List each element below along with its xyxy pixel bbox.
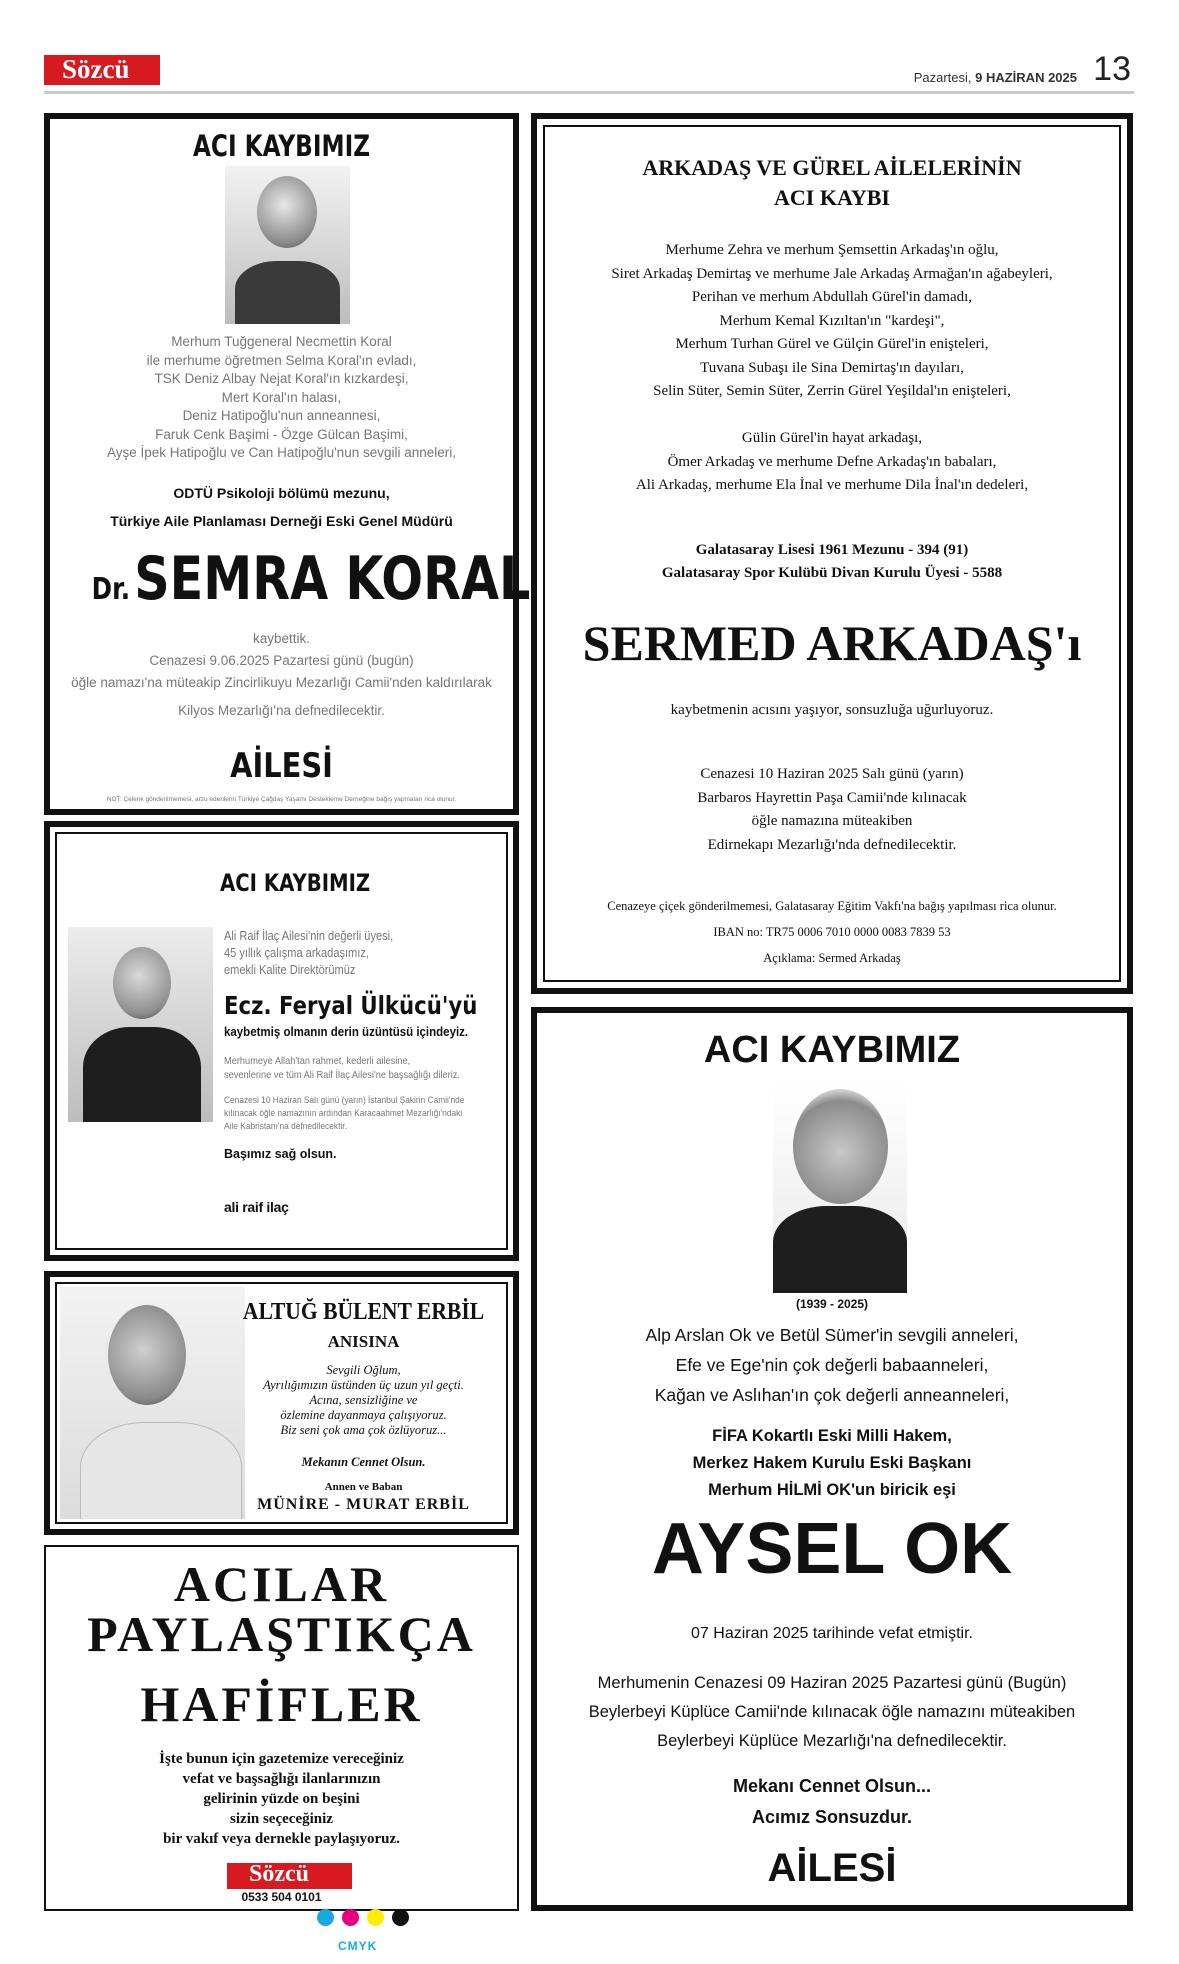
ok-signature: AİLESİ [767,1846,897,1890]
acilar-logo: Sözcü [227,1863,352,1889]
acilar-phone: 0533 504 0101 [241,1890,322,1904]
ulkucu-photo [68,927,213,1122]
acilar-line2: PAYLAŞTIKÇA [87,1606,476,1662]
notice-arkadas [531,113,1133,994]
ok-closing: Mekanı Cennet Olsun... Acımız Sonsuzdur. [732,1776,932,1827]
arkadas-name: SERMED ARKADAŞ'ı [582,615,1082,671]
erbil-photo [60,1287,245,1519]
arkadas-funeral: Cenazesi 10 Haziran 2025 Salı günü (yarın) Barbaros Hayrettin Paşa Camii'nde kılınacak öğle namazına müteakiben Edirnekapı Mezarlığı'nda defnedilecektir. [697,766,967,853]
acilar-line3: HAFİFLER [140,1676,423,1732]
ulkucu-condolence: Merhumeye Allah'tan rahmet, kederli ailesine, sevenlerine ve tüm Ali Raif İlaç Ailesi'ne başsağlığı dileriz. [224,1055,460,1081]
black-dot [392,1909,409,1926]
page-number: 13 [1093,50,1131,88]
acilar-line1: ACILAR [173,1556,390,1612]
notice-koral [44,113,531,815]
cyan-dot [317,1909,334,1926]
arkadas-donation: Cenazeye çiçek gönderilmemesi, Galatasaray Eğitim Vakfı'na bağış yapılması rica olunur. IBAN no: TR75 0006 7010 0000 0083 7839 53 Açıklama: Sermed Arkadaş [607,899,1057,965]
koral-funeral: kaybettik. Cenazesi 9.06.2025 Pazartesi günü (bugün) öğle namazı'na müteakip Zincirlikuyu Mezarlığı Camii'nden kaldırılarak Kilyos Mezarlığı'na defnedilecektir. [71,631,492,718]
promo-acilar [44,1545,519,1911]
cmyk-swatches [317,1909,417,1927]
ulkucu-funeral: Cenazesi 10 Haziran Salı günü (yarın) İstanbul Şakirin Camii'nde kılınacak öğle namazının ardından Karacaahmet Mezarlığı'ndaki Aile Kabristanı'na defnedilecektir. [224,1095,465,1132]
ulkucu-signature: ali raif ilaç [224,1199,289,1215]
ulkucu-intro: Ali Raif İlaç Ailesi'nin değerli üyesi, 45 yıllık çalışma arkadaşımız, emekli Kalite Direktörümüz [224,928,394,977]
header-date [914,70,1077,85]
koral-role: Türkiye Aile Planlaması Derneği Eski Genel Müdürü [110,513,453,529]
ulkucu-heading: ACI KAYBIMIZ [220,869,371,897]
ok-husband: FİFA Kokartlı Eski Milli Hakem, Merkez Hakem Kurulu Eski Başkanı Merhum HİLMİ OK'un biricik eşi [692,1427,972,1499]
ok-years: (1939 - 2025) [795,1297,869,1311]
arkadas-title: ARKADAŞ VE GÜREL AİLELERİNİN ACI KAYBI [642,155,1022,210]
date-bold: 9 HAZİRAN 2025 [975,70,1077,85]
ok-photo [773,1081,907,1293]
ulkucu-name: Ecz. Feryal Ülkücü'yü [224,991,478,1020]
notice-ulkucu [44,821,519,1261]
header-rule [44,91,1134,94]
erbil-from: Annen ve Baban [324,1481,403,1493]
ok-family: Alp Arslan Ok ve Betül Sümer'in sevgili anneleri, Efe ve Ege'nin çok değerli babaanneleri, Kağan ve Aslıhan'ın çok değerli anneanneleri, [645,1325,1019,1405]
ok-funeral: Merhumenin Cenazesi 09 Haziran 2025 Pazartesi günü (Bugün) Beylerbeyi Küplüce Camii'nde kılınacak öğle namazını müteakiben Beylerbeyi Küplüce Mezarlığı'na defnedilecektir. [588,1674,1076,1750]
koral-heading: ACI KAYBIMIZ [192,129,371,163]
erbil-poem: Sevgili Oğlum, Ayrılığımızın üstünden üç uzun yıl geçti. Acına, sensizliğine ve özlemine dayanmaya çalışıyoruz. Biz seni çok ama çok özlüyoruz... [263,1363,464,1437]
magenta-dot [342,1909,359,1926]
koral-name: Dr. SEMRA KORAL [91,544,531,614]
koral-family: Merhum Tuğgeneral Necmettin Koral ile merhume öğretmen Selma Koral'ın evladı, TSK Deniz Albay Nejat Koral'ın kızkardeşi, Mert Koral'ın halası, Deniz Hatipoğlu'nun anneannesi, Faruk Cenk Başimi - Özge Gülcan Başimi, Ayşe İpek Hatipoğlu ve Can Hatipoğlu'nun sevgili anneleri, [106,334,457,460]
ok-name: AYSEL OK [651,1509,1013,1589]
acilar-body: İşte bunun için gazetemize vereceğiniz vefat ve başsağlığı ilanlarınızın gelirinin yüzde on beşini sizin seçeceğiniz bir vakıf veya dernekle paylaşıyoruz. [159,1751,404,1847]
notice-ok [531,1007,1133,1911]
date-prefix: Pazartesi, [913,70,972,85]
erbil-name: ALTUĞ BÜLENT ERBİL [242,1299,485,1325]
koral-note: NOT: Çelenk gönderilmemesi, arzu edenlerin Türkiye Çağdaş Yaşamı Destekleme Derneğine bağış yapmaları rica olunur. [106,796,457,803]
logo-text: Sözcü [62,54,130,84]
ok-death: 07 Haziran 2025 tarihinde vefat etmiştir. [691,1625,973,1642]
ulkucu-closing: Başımız sağ olsun. [224,1147,337,1161]
notice-erbil [44,1271,519,1535]
koral-signature: AİLESİ [230,746,333,786]
ulkucu-sub: kaybetmiş olmanın derin üzüntüsü içindeyiz. [224,1025,469,1039]
arkadas-family: Merhume Zehra ve merhum Şemsettin Arkadaş'ın oğlu, Siret Arkadaş Demirtaş ve merhume Jale Arkadaş Armağan'ın ağabeyleri, Perihan ve merhum Abdullah Gürel'in damadı, Merhum Kemal Kızıltan'ın "kardeşi", Merhum Turhan Gürel ve Gülçin Gürel'in enişteleri, Tuvana Subaşı ile Sina Demirtaş'ın dayıları, Selin Süter, Semin Süter, Zerrin Gürel Yeşildal'ın enişteleri, [611,242,1053,399]
erbil-prayer: Mekanın Cennet Olsun. [301,1455,426,1469]
ok-heading: ACI KAYBIMIZ [703,1029,961,1071]
koral-photo [225,166,350,324]
cmyk-label: CMYK [338,1939,378,1953]
arkadas-clubs: Galatasaray Lisesi 1961 Mezunu - 394 (91) Galatasaray Spor Kulübü Divan Kurulu Üyesi - 5588 [661,542,1003,581]
arkadas-grief: kaybetmenin acısını yaşıyor, sonsuzluğa uğurluyoruz. [670,702,994,718]
yellow-dot [367,1909,384,1926]
erbil-subtitle: ANISINA [327,1332,400,1351]
erbil-parents: MÜNİRE - MURAT ERBİL [257,1496,470,1513]
arkadas-family-2: Gülin Gürel'in hayat arkadaşı, Ömer Arkadaş ve merhume Defne Arkadaş'ın babaları, Ali Arkadaş, merhume Ela İnal ve merhume Dila İnal'ın dedeleri, [635,430,1029,493]
header-logo [44,55,160,85]
koral-education: ODTÜ Psikoloji bölümü mezunu, [173,485,390,501]
